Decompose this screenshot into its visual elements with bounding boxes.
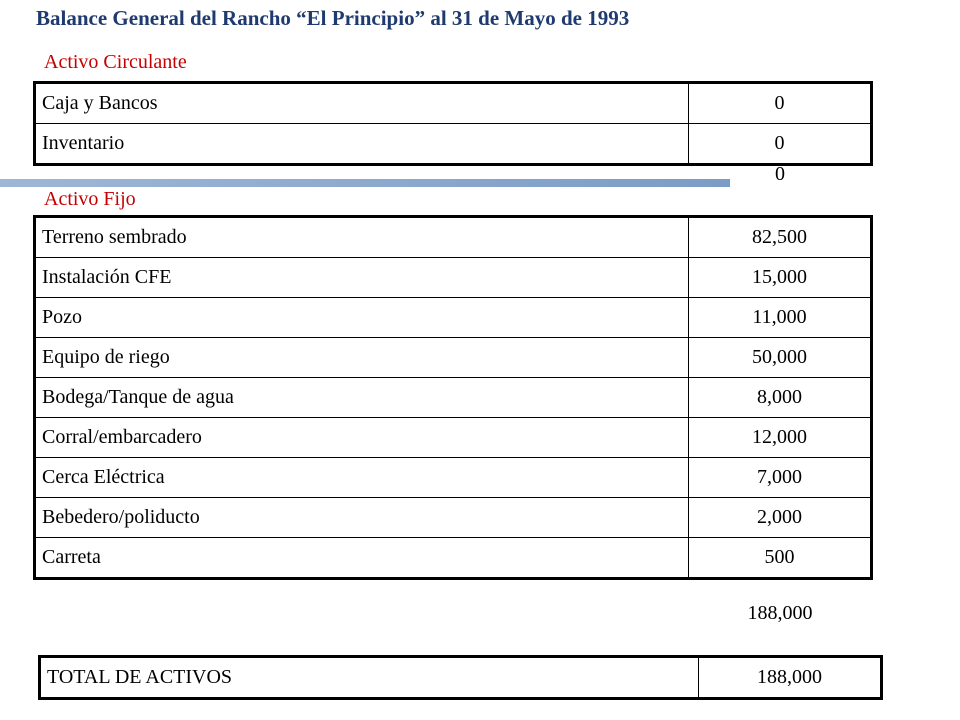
concept-cell: Carreta xyxy=(35,538,689,579)
amount-cell: 0 xyxy=(689,124,872,165)
table-row xyxy=(35,418,872,458)
table-row xyxy=(35,258,872,298)
amount-cell: 500 xyxy=(689,538,872,579)
total-label: TOTAL DE ACTIVOS xyxy=(40,657,699,699)
concept-cell: Pozo xyxy=(35,298,689,338)
amount-cell: 12,000 xyxy=(689,418,872,458)
table-row xyxy=(35,498,872,538)
amount-cell: 50,000 xyxy=(689,338,872,378)
concept-cell: Instalación CFE xyxy=(35,258,689,298)
activo-circulante-subtotal: 0 xyxy=(775,163,785,185)
concept-cell: Bebedero/poliducto xyxy=(35,498,689,538)
table-row xyxy=(35,124,872,165)
concept-cell: Caja y Bancos xyxy=(35,83,689,124)
table-row xyxy=(35,298,872,338)
concept-cell: Corral/embarcadero xyxy=(35,418,689,458)
page-title: Balance General del Rancho “El Principio” al 31 de Mayo de 1993 xyxy=(36,6,630,30)
table-row xyxy=(35,217,872,258)
amount-cell: 7,000 xyxy=(689,458,872,498)
table-row xyxy=(35,338,872,378)
total-activos-table xyxy=(38,655,883,700)
concept-cell: Bodega/Tanque de agua xyxy=(35,378,689,418)
amount-cell: 15,000 xyxy=(689,258,872,298)
concept-cell: Cerca Eléctrica xyxy=(35,458,689,498)
activo-circulante-table xyxy=(33,81,873,166)
amount-cell: 82,500 xyxy=(689,217,872,258)
table-row xyxy=(35,378,872,418)
activo-fijo-table xyxy=(33,215,873,580)
amount-cell: 8,000 xyxy=(689,378,872,418)
table-row xyxy=(35,538,872,579)
section-label-activo-fijo: Activo Fijo xyxy=(44,188,136,210)
table-row xyxy=(40,657,882,699)
total-amount: 188,000 xyxy=(699,657,882,699)
decorative-divider xyxy=(0,179,730,187)
concept-cell: Equipo de riego xyxy=(35,338,689,378)
table-row xyxy=(35,458,872,498)
amount-cell: 0 xyxy=(689,83,872,124)
table-row xyxy=(35,83,872,124)
concept-cell: Inventario xyxy=(35,124,689,165)
activo-fijo-subtotal: 188,000 xyxy=(747,602,813,624)
concept-cell: Terreno sembrado xyxy=(35,217,689,258)
section-label-activo-circulante: Activo Circulante xyxy=(44,51,187,73)
amount-cell: 2,000 xyxy=(689,498,872,538)
amount-cell: 11,000 xyxy=(689,298,872,338)
